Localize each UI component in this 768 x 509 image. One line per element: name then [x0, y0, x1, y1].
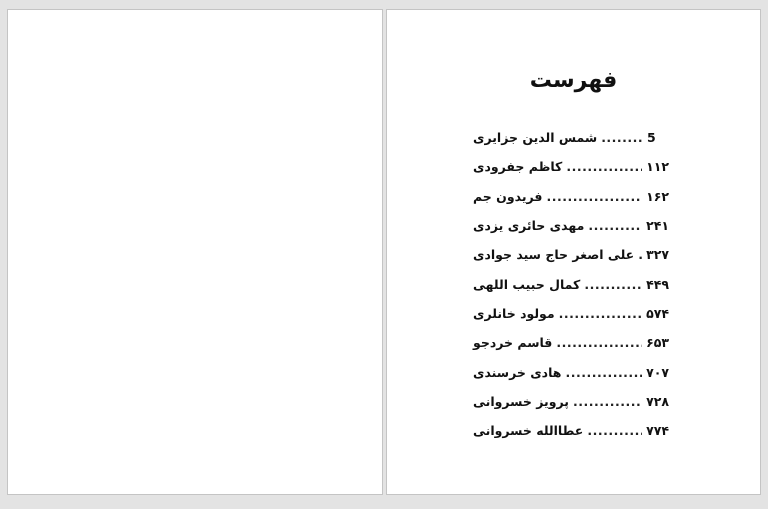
toc-leader-dots — [556, 335, 642, 350]
toc-entry-page: ۷۲۸ — [646, 393, 669, 409]
toc-page — [386, 9, 761, 495]
toc-leader-dots — [559, 306, 643, 321]
toc-entry-page: ۱۱۲ — [646, 159, 669, 175]
toc-entry-page: ۲۴۱ — [646, 218, 669, 234]
toc-entry-page: ۷۷۴ — [646, 423, 669, 439]
toc-leader-dots — [573, 394, 642, 409]
toc-entry-name: فریدون جم — [473, 188, 543, 204]
toc-entry[interactable] — [473, 152, 669, 181]
toc-list — [473, 123, 669, 445]
toc-leader-dots — [546, 189, 642, 204]
toc-entry[interactable] — [473, 269, 669, 298]
toc-entry-name: پرویز خسروانی — [473, 393, 569, 409]
toc-entry-name: هادی خرسندی — [473, 364, 562, 380]
toc-entry-name: شمس الدین جزایری — [473, 130, 598, 146]
toc-entry[interactable] — [473, 299, 669, 328]
toc-leader-dots — [565, 365, 642, 380]
toc-entry-name: کمال حبیب اللهی — [473, 276, 581, 292]
toc-entry[interactable] — [473, 328, 669, 357]
toc-leader-dots — [601, 130, 643, 145]
toc-entry[interactable] — [473, 240, 669, 269]
page-title: فهرست — [529, 68, 618, 93]
toc-entry-name: قاسم خردجو — [473, 335, 553, 351]
toc-entry-page: 5 — [647, 130, 656, 146]
toc-entry[interactable] — [473, 211, 669, 240]
toc-entry[interactable] — [473, 182, 669, 211]
toc-entry[interactable] — [473, 357, 669, 386]
toc-entry-name: کاظم جفرودی — [473, 159, 563, 175]
toc-entry-page: ۳۲۷ — [646, 247, 669, 263]
toc-entry-name: عطاالله خسروانی — [473, 423, 584, 439]
toc-entry-name: مهدی حائری یزدی — [473, 218, 585, 234]
blank-left-page — [7, 9, 383, 495]
toc-entry-page: ۴۴۹ — [646, 276, 669, 292]
toc-leader-dots — [638, 247, 642, 262]
toc-entry[interactable] — [473, 123, 669, 152]
toc-leader-dots — [566, 159, 642, 174]
toc-entry-name: مولود خانلری — [473, 305, 555, 321]
toc-leader-dots — [587, 423, 642, 438]
toc-leader-dots — [588, 218, 642, 233]
toc-entry-page: ۷۰۷ — [646, 364, 669, 380]
toc-entry[interactable] — [473, 387, 669, 416]
toc-entry-page: ۶۵۳ — [646, 335, 669, 351]
toc-leader-dots — [584, 277, 642, 292]
toc-entry[interactable] — [473, 416, 669, 445]
toc-entry-page: ۵۷۴ — [646, 305, 669, 321]
toc-entry-page: ۱۶۲ — [646, 188, 669, 204]
toc-entry-name: علی اصغر حاج سید جوادی — [473, 247, 635, 263]
